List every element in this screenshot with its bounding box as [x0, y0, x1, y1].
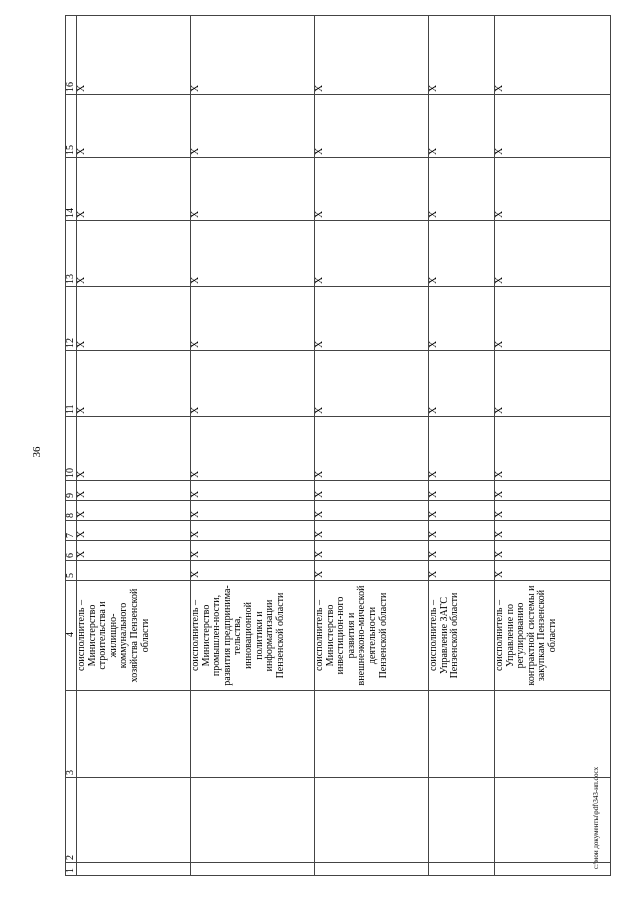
mark-cell: X	[191, 221, 315, 287]
mark-cell: X	[315, 287, 429, 351]
mark-cell: X	[429, 417, 495, 481]
col-header-8: 8	[66, 501, 77, 521]
mark-cell	[77, 561, 191, 581]
mark-cell: X	[191, 158, 315, 221]
cell-empty	[315, 778, 429, 863]
mark-cell: X	[77, 16, 191, 95]
page-number: 36	[31, 446, 43, 458]
mark-cell: X	[495, 158, 611, 221]
col-header-11: 11	[66, 351, 77, 417]
mark-cell: X	[429, 16, 495, 95]
mark-cell: X	[315, 541, 429, 561]
mark-cell: X	[77, 351, 191, 417]
mark-cell: X	[429, 351, 495, 417]
mark-cell: X	[191, 561, 315, 581]
cell-empty	[429, 778, 495, 863]
cell-empty	[429, 691, 495, 778]
mark-cell: X	[429, 95, 495, 158]
mark-cell: X	[77, 221, 191, 287]
col-header-2: 2	[66, 778, 77, 863]
mark-cell: X	[77, 417, 191, 481]
mark-cell: X	[495, 287, 611, 351]
cell-empty	[495, 691, 611, 778]
table-row	[77, 16, 191, 876]
mark-cell: X	[77, 481, 191, 501]
col-header-1: 1	[66, 863, 77, 876]
mark-cell: X	[495, 481, 611, 501]
mark-cell: X	[429, 561, 495, 581]
mark-cell: X	[495, 351, 611, 417]
mark-cell: X	[77, 158, 191, 221]
col-header-16: 16	[66, 16, 77, 95]
cell-empty	[495, 863, 611, 876]
mark-cell: X	[315, 16, 429, 95]
mark-cell: X	[315, 417, 429, 481]
mark-cell: X	[77, 95, 191, 158]
executor-cell: соисполнитель – Министерство инвестицион-ного развития и внешнеэконо-мической деятельности Пензенской области	[315, 581, 429, 691]
cell-empty	[191, 863, 315, 876]
mark-cell: X	[495, 541, 611, 561]
mark-cell: X	[315, 158, 429, 221]
col-header-14: 14	[66, 158, 77, 221]
col-header-15: 15	[66, 95, 77, 158]
table-row	[429, 16, 495, 876]
col-header-3: 3	[66, 691, 77, 778]
mark-cell: X	[77, 521, 191, 541]
rotated-table-container	[65, 16, 611, 876]
col-header-7: 7	[66, 521, 77, 541]
file-path-footer: c:\мои документы\pdf\343-нп.docx	[592, 766, 600, 870]
header-row	[66, 16, 77, 876]
col-header-10: 10	[66, 417, 77, 481]
mark-cell: X	[191, 541, 315, 561]
cell-empty	[77, 691, 191, 778]
table-row	[495, 16, 611, 876]
table-row	[191, 16, 315, 876]
mark-cell: X	[77, 501, 191, 521]
mark-cell: X	[77, 287, 191, 351]
col-header-9: 9	[66, 481, 77, 501]
col-header-5: 5	[66, 561, 77, 581]
executor-cell: соисполнитель – Министерство промышлен-ности, развития предпринима-тельства, инновационной политики и информатизации Пензенской области	[191, 581, 315, 691]
mark-cell: X	[315, 481, 429, 501]
mark-cell: X	[429, 541, 495, 561]
col-header-13: 13	[66, 221, 77, 287]
mark-cell: X	[495, 95, 611, 158]
mark-cell: X	[315, 561, 429, 581]
cell-empty	[77, 863, 191, 876]
mark-cell: X	[429, 158, 495, 221]
mark-cell: X	[429, 287, 495, 351]
mark-cell: X	[495, 501, 611, 521]
mark-cell: X	[495, 221, 611, 287]
mark-cell: X	[429, 501, 495, 521]
col-header-12: 12	[66, 287, 77, 351]
mark-cell: X	[191, 287, 315, 351]
mark-cell: X	[429, 521, 495, 541]
mark-cell: X	[495, 561, 611, 581]
table-row	[315, 16, 429, 876]
mark-cell: X	[429, 221, 495, 287]
mark-cell: X	[191, 417, 315, 481]
cell-empty	[315, 691, 429, 778]
mark-cell: X	[191, 16, 315, 95]
col-header-4: 4	[66, 581, 77, 691]
executor-cell: соисполнитель – Управление ЗАГС Пензенской области	[429, 581, 495, 691]
executor-cell: соисполнитель – Управление по регулированию контрактной системы и закупкам Пензенской области	[495, 581, 611, 691]
mark-cell: X	[315, 501, 429, 521]
cell-empty	[495, 778, 611, 863]
cell-empty	[191, 778, 315, 863]
cell-empty	[191, 691, 315, 778]
mark-cell: X	[191, 521, 315, 541]
mark-cell: X	[191, 481, 315, 501]
mark-cell: X	[191, 501, 315, 521]
cell-empty	[77, 778, 191, 863]
cell-empty	[429, 863, 495, 876]
mark-cell: X	[315, 221, 429, 287]
executor-cell: соисполнитель – Министерство строительства и жилищно-коммунального хозяйства Пензенской области	[77, 581, 191, 691]
mark-cell: X	[191, 351, 315, 417]
mark-cell: X	[429, 481, 495, 501]
mark-cell: X	[495, 16, 611, 95]
program-table	[65, 15, 611, 876]
mark-cell: X	[191, 95, 315, 158]
cell-empty	[315, 863, 429, 876]
mark-cell: X	[77, 541, 191, 561]
mark-cell: X	[495, 417, 611, 481]
mark-cell: X	[495, 521, 611, 541]
mark-cell: X	[315, 95, 429, 158]
mark-cell: X	[315, 351, 429, 417]
mark-cell: X	[315, 521, 429, 541]
col-header-6: 6	[66, 541, 77, 561]
